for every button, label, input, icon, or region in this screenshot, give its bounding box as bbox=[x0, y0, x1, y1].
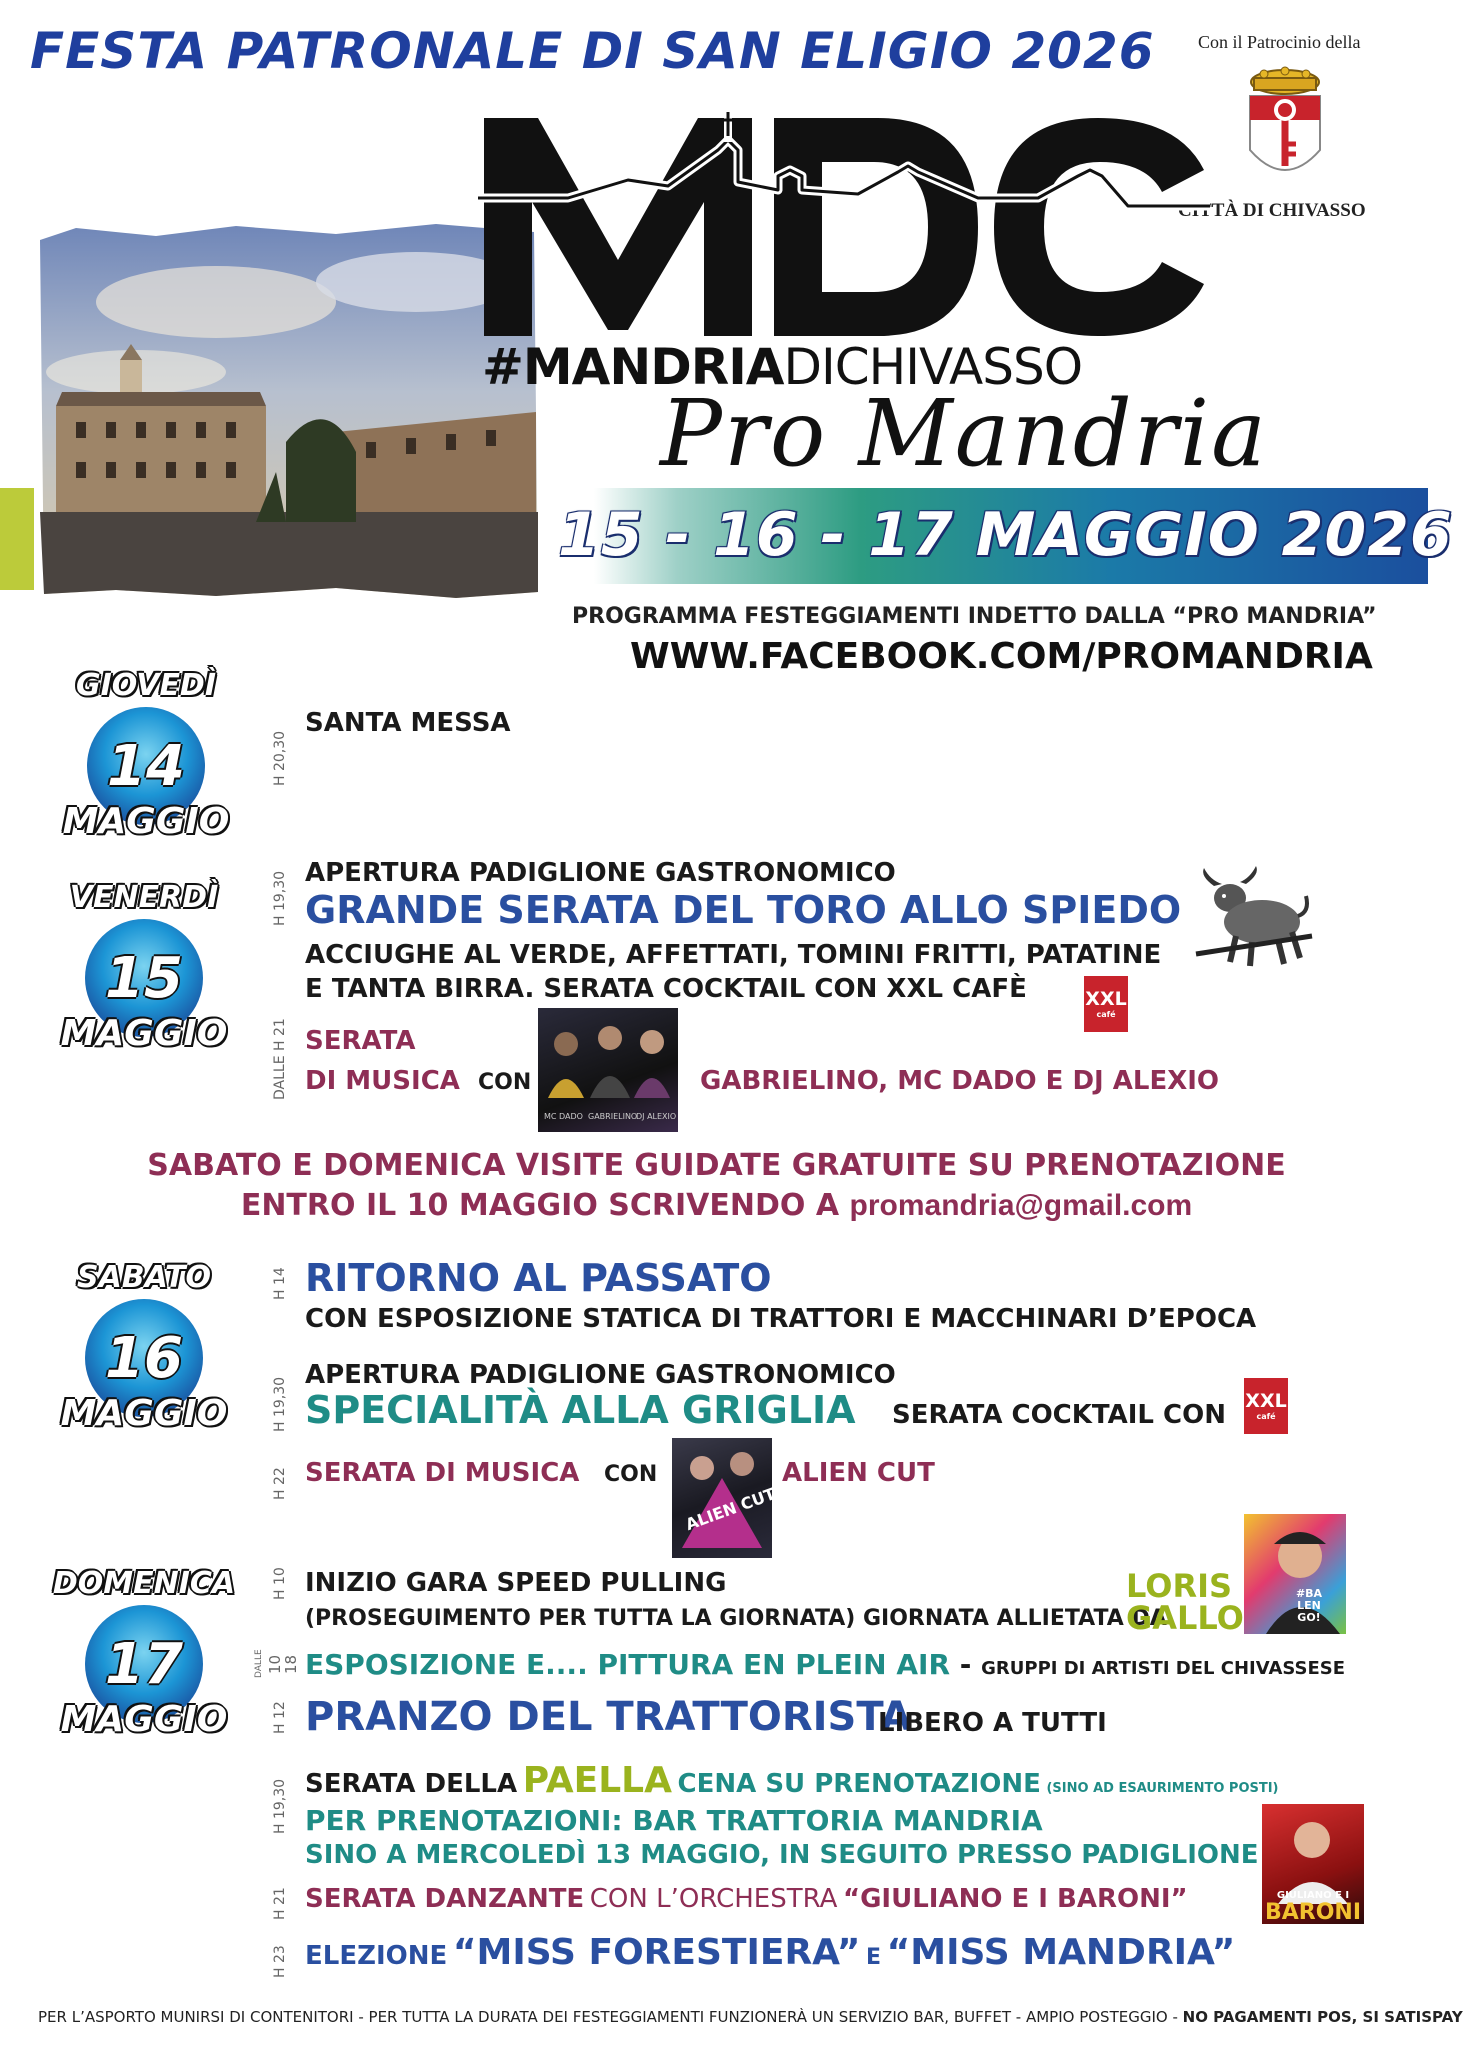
loris-last: GALLO bbox=[1126, 1599, 1244, 1637]
election-word: ELEZIONE bbox=[305, 1941, 448, 1971]
event-booking-2: SINO A MERCOLEDÌ 13 MAGGIO, IN SEGUITO PRESSO PADIGLIONE bbox=[305, 1840, 1259, 1870]
baroni-photo bbox=[1262, 1804, 1364, 1924]
patronage-text: Con il Patrocinio della bbox=[1198, 32, 1361, 52]
event-speed-pulling: INIZIO GARA SPEED PULLING bbox=[305, 1568, 727, 1598]
guided-tours-notice-2 bbox=[0, 1188, 1433, 1223]
event-menu-line1: ACCIUGHE AL VERDE, AFFETTATI, TOMINI FRITTI, PATATINE bbox=[305, 940, 1162, 970]
mdc-logo bbox=[478, 110, 1210, 340]
time-label: H 22 bbox=[272, 1467, 288, 1500]
city-name: CITTÀ DI CHIVASSO bbox=[1178, 200, 1366, 221]
guided-tours-notice: SABATO E DOMENICA VISITE GUIDATE GRATUITE SU PRENOTAZIONE bbox=[147, 1148, 1286, 1183]
event-opening: APERTURA PADIGLIONE GASTRONOMICO bbox=[305, 1360, 896, 1390]
miss-forestiera: “MISS FORESTIERA” bbox=[452, 1932, 861, 1973]
event-expo-tractors: CON ESPOSIZIONE STATICA DI TRATTORI E MACCHINARI D’EPOCA bbox=[305, 1304, 1257, 1334]
time-label: H 20,30 bbox=[272, 730, 288, 786]
day-number: 16 bbox=[105, 1325, 183, 1391]
event-speed-pulling-sub: (PROSEGUIMENTO PER TUTTA LA GIORNATA) GIORNATA ALLIETATA DA bbox=[305, 1606, 1167, 1631]
time-dalle: DALLE bbox=[254, 1649, 264, 1678]
alien-cut-logo-text: ALIEN CUT bbox=[683, 1484, 778, 1535]
event-grill: SPECIALITÀ ALLA GRIGLIA bbox=[305, 1388, 856, 1432]
dance-title: SERATA DANZANTE bbox=[305, 1884, 585, 1914]
xxl-sub: café bbox=[1096, 1009, 1116, 1019]
alien-cut-photo bbox=[672, 1438, 778, 1558]
bull-icon bbox=[1196, 866, 1312, 976]
paella-pre: SERATA DELLA bbox=[305, 1769, 518, 1799]
paella-note: (SINO AD ESAURIMENTO POSTI) bbox=[1046, 1781, 1279, 1796]
expo-title: ESPOSIZIONE E.... PITTURA EN PLEIN AIR bbox=[305, 1648, 950, 1681]
artists-silhouette-icon bbox=[538, 1008, 678, 1108]
dance-band: “GIULIANO E I BARONI” bbox=[843, 1884, 1188, 1914]
event-dance bbox=[305, 1884, 1188, 1914]
xxl-label: XXL bbox=[1245, 1389, 1287, 1412]
day-month: MAGGIO bbox=[60, 1393, 228, 1434]
day-badge-friday bbox=[44, 880, 244, 1054]
event-booking-1: PER PRENOTAZIONI: BAR TRATTORIA MANDRIA bbox=[305, 1804, 1043, 1837]
paella-word: PAELLA bbox=[522, 1760, 672, 1801]
chivasso-crest-icon bbox=[1244, 62, 1326, 192]
day-badge-saturday bbox=[44, 1260, 244, 1434]
day-name: SABATO bbox=[76, 1260, 211, 1295]
xxl-cafe-logo bbox=[1244, 1378, 1288, 1434]
photo-label: GABRIELINO bbox=[588, 1112, 638, 1121]
xxl-label: XXL bbox=[1085, 987, 1127, 1010]
footer-bold: NO PAGAMENTI POS, SI SATISPAY bbox=[1182, 2008, 1463, 2026]
day-name: VENERDÌ bbox=[69, 880, 219, 915]
alien-cut-icon bbox=[672, 1438, 778, 1558]
xxl-cafe-logo bbox=[1084, 976, 1128, 1032]
event-santa-messa: SANTA MESSA bbox=[305, 708, 511, 738]
time-label: H 14 bbox=[272, 1267, 288, 1300]
event-election bbox=[305, 1932, 1235, 1973]
photo-label: DJ ALEXIO bbox=[636, 1112, 677, 1121]
expo-sub: GRUPPI DI ARTISTI DEL CHIVASSESE bbox=[981, 1658, 1346, 1679]
event-opening: APERTURA PADIGLIONE GASTRONOMICO bbox=[305, 858, 896, 888]
event-headline-ritorno: RITORNO AL PASSATO bbox=[305, 1256, 772, 1300]
notice-email[interactable]: promandria@gmail.com bbox=[849, 1189, 1193, 1222]
day-badge-sunday bbox=[44, 1566, 244, 1740]
xxl-sub: café bbox=[1256, 1411, 1276, 1421]
day-month: MAGGIO bbox=[60, 1699, 228, 1740]
miss-mandria: “MISS MANDRIA” bbox=[886, 1932, 1236, 1973]
event-di-musica: DI MUSICA bbox=[305, 1066, 460, 1096]
expo-sep: - bbox=[950, 1648, 982, 1681]
event-con: CON bbox=[478, 1070, 532, 1095]
decorative-strip bbox=[0, 488, 34, 590]
notice-line2: ENTRO IL 10 MAGGIO SCRIVENDO A bbox=[240, 1188, 840, 1223]
program-subtitle: PROGRAMMA FESTEGGIAMENTI INDETTO DALLA “PRO MANDRIA” bbox=[572, 604, 1377, 629]
event-con: CON bbox=[604, 1462, 658, 1487]
facebook-link[interactable]: WWW.FACEBOOK.COM/PROMANDRIA bbox=[630, 636, 1373, 677]
festival-title: FESTA PATRONALE DI SAN ELIGIO 2026 bbox=[30, 22, 1155, 80]
pro-mandria-script: Pro Mandria bbox=[660, 380, 1268, 487]
event-music: SERATA DI MUSICA bbox=[305, 1458, 580, 1488]
time-from: 10 bbox=[266, 1654, 284, 1674]
event-lunch-sub: LIBERO A TUTTI bbox=[878, 1708, 1107, 1738]
time-label: H 19,30 bbox=[272, 1376, 288, 1432]
time-label: H 23 bbox=[272, 1945, 288, 1978]
event-band: ALIEN CUT bbox=[782, 1458, 935, 1488]
loris-first: LORIS bbox=[1126, 1567, 1233, 1605]
time-label: H 12 bbox=[272, 1701, 288, 1734]
event-serata: SERATA bbox=[305, 1026, 416, 1056]
mandria-castle-photo bbox=[36, 222, 540, 600]
hashtag-bold: #MANDRIA bbox=[482, 338, 784, 396]
time-label: H 19,30 bbox=[272, 1778, 288, 1834]
day-name: GIOVEDÌ bbox=[76, 668, 216, 703]
footer-text: PER L’ASPORTO MUNIRSI DI CONTENITORI - PER TUTTA LA DURATA DEI FESTEGGIAMENTI FUNZIONERÀ UN SERVIZIO BAR, BUFFET - AMPIO POSTEGGIO - bbox=[38, 2008, 1183, 2026]
time-label: DALLE H 21 bbox=[272, 1018, 288, 1100]
loris-gallo-name bbox=[1126, 1567, 1244, 1637]
footer-note bbox=[38, 2008, 1463, 2026]
election-and: E bbox=[865, 1945, 882, 1970]
baroni-label-2: BARONI bbox=[1264, 1900, 1362, 1925]
dance-mid: CON L’ORCHESTRA bbox=[589, 1884, 838, 1914]
time-to: 18 bbox=[282, 1654, 300, 1674]
loris-gallo-photo bbox=[1244, 1514, 1346, 1634]
time-label: H 21 bbox=[272, 1887, 288, 1920]
day-number: 14 bbox=[107, 733, 185, 799]
event-cocktail: SERATA COCKTAIL CON bbox=[892, 1400, 1226, 1430]
hashtag-light: DICHIVASSO bbox=[783, 338, 1083, 396]
artists-photo bbox=[538, 1008, 678, 1132]
day-name: DOMENICA bbox=[52, 1566, 236, 1601]
day-number: 17 bbox=[105, 1631, 183, 1697]
event-headline-toro: GRANDE SERATA DEL TORO ALLO SPIEDO bbox=[305, 888, 1182, 932]
time-range-label bbox=[254, 1648, 300, 1688]
event-artists: GABRIELINO, MC DADO E DJ ALEXIO bbox=[700, 1066, 1220, 1096]
paella-post: CENA SU PRENOTAZIONE bbox=[677, 1769, 1041, 1799]
event-menu-line2: E TANTA BIRRA. SERATA COCKTAIL CON XXL CAFÈ bbox=[305, 974, 1027, 1004]
loris-badge-text: #BA LEN GO! bbox=[1295, 1587, 1323, 1624]
festival-dates: 15 - 16 - 17 MAGGIO 2026 bbox=[558, 500, 1453, 570]
day-month: MAGGIO bbox=[62, 801, 230, 842]
day-month: MAGGIO bbox=[60, 1013, 228, 1054]
photo-label: MC DADO bbox=[544, 1112, 583, 1121]
time-label: H 10 bbox=[272, 1567, 288, 1600]
event-lunch: PRANZO DEL TRATTORISTA bbox=[305, 1694, 912, 1740]
event-paella bbox=[305, 1760, 1279, 1801]
event-expo-plein-air bbox=[305, 1648, 1345, 1681]
time-label: H 19,30 bbox=[272, 870, 288, 926]
day-number: 15 bbox=[105, 945, 183, 1011]
day-badge-thursday bbox=[46, 668, 246, 842]
baroni-label-1: GIULIANO E I bbox=[1276, 1890, 1350, 1901]
